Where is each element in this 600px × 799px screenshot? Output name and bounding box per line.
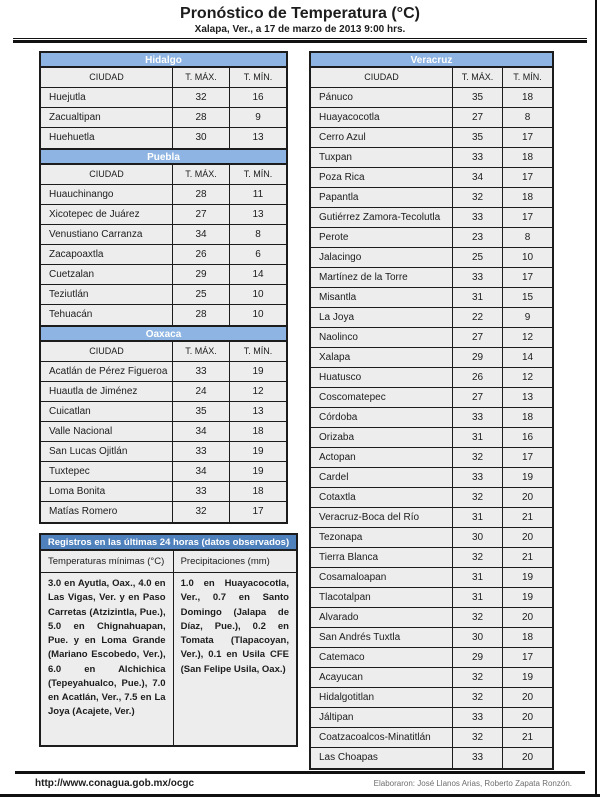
header-rule-thin bbox=[13, 38, 587, 39]
city-cell: Actopan bbox=[319, 452, 356, 463]
state-header-oaxaca: Oaxaca bbox=[41, 327, 286, 342]
tmax-cell: 26 bbox=[172, 245, 229, 264]
city-cell: Hidalgotitlan bbox=[319, 692, 375, 703]
city-cell: Zacualtipan bbox=[49, 112, 101, 123]
city-cell: Papantla bbox=[319, 192, 359, 203]
tmax-cell: 30 bbox=[452, 528, 502, 547]
tmin-cell: 13 bbox=[229, 402, 286, 421]
city-cell: Tuxtepec bbox=[49, 466, 90, 477]
table-row bbox=[311, 128, 552, 148]
table-row bbox=[311, 648, 552, 668]
city-cell: Poza Rica bbox=[319, 172, 365, 183]
city-cell: Jáltipan bbox=[319, 712, 354, 723]
table-row bbox=[311, 88, 552, 108]
city-cell: Pánuco bbox=[319, 92, 353, 103]
table-row bbox=[41, 362, 286, 382]
puebla-rows bbox=[41, 185, 286, 325]
table-row bbox=[311, 748, 552, 768]
state-header-hidalgo: Hidalgo bbox=[41, 53, 286, 68]
tmax-cell: 34 bbox=[172, 422, 229, 441]
tmin-cell: 20 bbox=[502, 608, 552, 627]
city-cell: Tlacotalpan bbox=[319, 592, 371, 603]
tmax-cell: 31 bbox=[452, 568, 502, 587]
table-row bbox=[311, 688, 552, 708]
tmax-cell: 30 bbox=[452, 628, 502, 647]
tmax-cell: 32 bbox=[452, 548, 502, 567]
city-cell: San Lucas Ojitlán bbox=[49, 446, 128, 457]
tmin-cell: 18 bbox=[229, 422, 286, 441]
table-row bbox=[311, 308, 552, 328]
tmin-cell: 8 bbox=[502, 108, 552, 127]
table-row bbox=[311, 108, 552, 128]
tmin-cell: 19 bbox=[229, 462, 286, 481]
tmax-cell: 32 bbox=[452, 668, 502, 687]
tmax-cell: 23 bbox=[452, 228, 502, 247]
state-header-veracruz: Veracruz bbox=[311, 53, 552, 68]
tmax-cell: 32 bbox=[172, 88, 229, 107]
table-row bbox=[41, 502, 286, 522]
table-row bbox=[311, 188, 552, 208]
puebla-table bbox=[39, 148, 288, 327]
table-row bbox=[41, 402, 286, 422]
column-header-row bbox=[41, 342, 286, 362]
left-column bbox=[39, 51, 298, 770]
table-row bbox=[311, 568, 552, 588]
table-row bbox=[41, 422, 286, 442]
table-row bbox=[41, 482, 286, 502]
city-cell: Valle Nacional bbox=[49, 426, 113, 437]
tmax-cell: 31 bbox=[452, 288, 502, 307]
tmax-cell: 34 bbox=[172, 225, 229, 244]
city-cell: Gutiérrez Zamora-Tecolutla bbox=[319, 212, 441, 223]
table-row bbox=[41, 108, 286, 128]
tmax-cell: 29 bbox=[452, 648, 502, 667]
city-cell: Tierra Blanca bbox=[319, 552, 379, 563]
table-row bbox=[311, 148, 552, 168]
tmax-cell: 35 bbox=[172, 402, 229, 421]
table-row bbox=[41, 305, 286, 325]
tmax-cell: 31 bbox=[452, 508, 502, 527]
tmin-cell: 15 bbox=[502, 288, 552, 307]
tmax-cell: 31 bbox=[452, 588, 502, 607]
city-cell: Xicotepec de Juárez bbox=[49, 209, 140, 220]
tmax-cell: 32 bbox=[172, 502, 229, 522]
tmax-cell: 34 bbox=[452, 168, 502, 187]
tmax-cell: 26 bbox=[452, 368, 502, 387]
city-cell: Coscomatepec bbox=[319, 392, 386, 403]
tmin-column-header: T. MÍN. bbox=[229, 342, 286, 361]
city-cell: Martínez de la Torre bbox=[319, 272, 408, 283]
city-cell: Tezonapa bbox=[319, 532, 363, 543]
tmax-cell: 25 bbox=[172, 285, 229, 304]
table-row bbox=[311, 288, 552, 308]
table-row bbox=[41, 205, 286, 225]
tmin-cell: 19 bbox=[502, 588, 552, 607]
tmax-cell: 33 bbox=[172, 482, 229, 501]
table-row bbox=[311, 328, 552, 348]
tmin-cell: 12 bbox=[229, 382, 286, 401]
tmin-cell: 12 bbox=[502, 368, 552, 387]
tmin-cell: 18 bbox=[502, 88, 552, 107]
tmax-cell: 28 bbox=[172, 108, 229, 127]
city-cell: Alvarado bbox=[319, 612, 359, 623]
oaxaca-rows bbox=[41, 362, 286, 522]
column-header-row bbox=[41, 68, 286, 88]
city-cell: Huatusco bbox=[319, 372, 362, 383]
tmin-cell: 18 bbox=[502, 148, 552, 167]
tmin-cell: 8 bbox=[229, 225, 286, 244]
page-border-right bbox=[595, 0, 597, 796]
table-row bbox=[311, 208, 552, 228]
observed-data-title: Registros en las últimas 24 horas (datos observados) bbox=[41, 535, 296, 551]
city-cell: Cuetzalan bbox=[49, 269, 95, 280]
city-cell: Cosamaloapan bbox=[319, 572, 387, 583]
tmax-cell: 27 bbox=[452, 328, 502, 347]
page-title: Pronóstico de Temperatura (°C) bbox=[180, 5, 420, 22]
city-cell: Matías Romero bbox=[49, 506, 118, 517]
tmin-cell: 13 bbox=[502, 388, 552, 407]
table-row bbox=[311, 248, 552, 268]
credits-text: Elaboraron: José Llanos Arias, Roberto Zapata Ronzón. bbox=[373, 779, 572, 788]
tmin-cell: 14 bbox=[229, 265, 286, 284]
city-cell: Misantla bbox=[319, 292, 357, 303]
footer bbox=[0, 778, 600, 789]
table-row bbox=[41, 245, 286, 265]
city-cell: Venustiano Carranza bbox=[49, 229, 143, 240]
tmin-cell: 17 bbox=[229, 502, 286, 522]
table-row bbox=[311, 168, 552, 188]
city-cell: Orizaba bbox=[319, 432, 355, 443]
tmin-cell: 19 bbox=[229, 362, 286, 381]
conagua-url: http://www.conagua.gob.mx/ocgc bbox=[35, 778, 195, 789]
tmin-cell: 20 bbox=[502, 688, 552, 707]
tmax-cell: 32 bbox=[452, 688, 502, 707]
tmin-cell: 19 bbox=[229, 442, 286, 461]
city-cell: Huejutla bbox=[49, 92, 86, 103]
city-cell: La Joya bbox=[319, 312, 355, 323]
city-cell: Huauchinango bbox=[49, 189, 114, 200]
tmax-cell: 32 bbox=[452, 188, 502, 207]
tmax-cell: 27 bbox=[452, 388, 502, 407]
tmax-cell: 32 bbox=[452, 728, 502, 747]
tmin-cell: 8 bbox=[502, 228, 552, 247]
tmin-cell: 10 bbox=[502, 248, 552, 267]
main-content bbox=[0, 43, 600, 770]
tmax-cell: 22 bbox=[452, 308, 502, 327]
city-cell: Huautla de Jiménez bbox=[49, 386, 138, 397]
table-row bbox=[311, 548, 552, 568]
tmax-cell: 33 bbox=[452, 748, 502, 768]
city-cell: Coatzacoalcos-Minatitlán bbox=[319, 732, 431, 743]
city-cell: Teziutlán bbox=[49, 289, 89, 300]
table-row bbox=[311, 528, 552, 548]
table-row bbox=[311, 348, 552, 368]
table-row bbox=[311, 628, 552, 648]
min-temps-text: 3.0 en Ayutla, Oax., 4.0 en Las Vigas, Ver. y en Paso Carretas (Atzizintla, Pue.), 5.0 en Chignahuapan, Pue. y en Loma Grande (Mariano Escobedo, Ver.), 6.0 en Alchichica (Tepeyahualco, Pue.), 7.0 en Acatlán, Ver., 7.5 en La Joya (Acajete, Ver.) bbox=[41, 573, 174, 745]
tmax-cell: 24 bbox=[172, 382, 229, 401]
table-row bbox=[41, 88, 286, 108]
city-cell: Acayucan bbox=[319, 672, 363, 683]
tmin-cell: 17 bbox=[502, 448, 552, 467]
table-row bbox=[311, 268, 552, 288]
tmax-cell: 32 bbox=[452, 448, 502, 467]
table-row bbox=[311, 488, 552, 508]
tmin-cell: 10 bbox=[229, 305, 286, 325]
precipitation-header: Precipitaciones (mm) bbox=[180, 556, 270, 567]
city-cell: Perote bbox=[319, 232, 349, 243]
tmin-cell: 21 bbox=[502, 728, 552, 747]
city-column-header: CIUDAD bbox=[364, 72, 399, 82]
table-row bbox=[311, 408, 552, 428]
tmin-cell: 9 bbox=[229, 108, 286, 127]
column-header-row bbox=[311, 68, 552, 88]
tmin-cell: 11 bbox=[229, 185, 286, 204]
tmax-cell: 33 bbox=[452, 408, 502, 427]
tmax-column-header: T. MÁX. bbox=[172, 165, 229, 184]
tmax-cell: 33 bbox=[452, 268, 502, 287]
tmax-cell: 33 bbox=[452, 708, 502, 727]
table-row bbox=[311, 668, 552, 688]
min-temps-header: Temperaturas mínimas (°C) bbox=[41, 551, 174, 572]
table-row bbox=[41, 265, 286, 285]
tmin-cell: 9 bbox=[502, 308, 552, 327]
tmax-cell: 32 bbox=[452, 488, 502, 507]
tmax-cell: 33 bbox=[172, 442, 229, 461]
veracruz-rows bbox=[311, 88, 552, 768]
tmax-cell: 35 bbox=[452, 88, 502, 107]
table-row bbox=[41, 128, 286, 148]
table-row bbox=[41, 462, 286, 482]
table-row bbox=[311, 428, 552, 448]
tmin-cell: 18 bbox=[229, 482, 286, 501]
footer-rule bbox=[15, 771, 585, 774]
column-header-row bbox=[41, 165, 286, 185]
tmax-column-header: T. MÁX. bbox=[172, 68, 229, 87]
tmin-cell: 17 bbox=[502, 128, 552, 147]
city-cell: Zacapoaxtla bbox=[49, 249, 104, 260]
city-cell: Loma Bonita bbox=[49, 486, 106, 497]
table-row bbox=[41, 382, 286, 402]
table-row bbox=[41, 285, 286, 305]
tmax-cell: 25 bbox=[452, 248, 502, 267]
tmax-cell: 32 bbox=[452, 608, 502, 627]
tmin-cell: 17 bbox=[502, 648, 552, 667]
tmax-cell: 28 bbox=[172, 305, 229, 325]
tmin-column-header: T. MÍN. bbox=[502, 68, 552, 87]
city-cell: Acatlán de Pérez Figueroa bbox=[49, 366, 168, 377]
tmax-cell: 33 bbox=[452, 148, 502, 167]
table-row bbox=[311, 368, 552, 388]
tmax-cell: 31 bbox=[452, 428, 502, 447]
observed-data-box bbox=[39, 533, 298, 747]
tmin-cell: 20 bbox=[502, 528, 552, 547]
tmax-cell: 35 bbox=[452, 128, 502, 147]
city-column-header: CIUDAD bbox=[89, 72, 124, 82]
city-cell: San Andrés Tuxtla bbox=[319, 632, 401, 643]
right-column bbox=[309, 51, 554, 770]
city-cell: Cotaxtla bbox=[319, 492, 356, 503]
table-row bbox=[311, 728, 552, 748]
tmin-cell: 17 bbox=[502, 268, 552, 287]
tmax-column-header: T. MÁX. bbox=[172, 342, 229, 361]
tmin-cell: 20 bbox=[502, 708, 552, 727]
city-cell: Huayacocotla bbox=[319, 112, 380, 123]
tmax-cell: 29 bbox=[172, 265, 229, 284]
oaxaca-table bbox=[39, 325, 288, 524]
tmin-cell: 14 bbox=[502, 348, 552, 367]
table-row bbox=[311, 708, 552, 728]
city-cell: Tuxpan bbox=[319, 152, 352, 163]
tmax-column-header: T. MÁX. bbox=[452, 68, 502, 87]
tmin-cell: 16 bbox=[229, 88, 286, 107]
table-row bbox=[41, 185, 286, 205]
page-subtitle: Xalapa, Ver., a 17 de marzo de 2013 9:00 hrs. bbox=[194, 24, 406, 35]
tmax-cell: 28 bbox=[172, 185, 229, 204]
table-row bbox=[311, 228, 552, 248]
city-cell: Córdoba bbox=[319, 412, 358, 423]
city-column-header: CIUDAD bbox=[89, 169, 124, 179]
tmin-cell: 18 bbox=[502, 628, 552, 647]
tmin-cell: 19 bbox=[502, 668, 552, 687]
tmin-column-header: T. MÍN. bbox=[229, 68, 286, 87]
hidalgo-rows bbox=[41, 88, 286, 148]
city-cell: Jalacingo bbox=[319, 252, 362, 263]
tmin-cell: 19 bbox=[502, 468, 552, 487]
tmax-cell: 30 bbox=[172, 128, 229, 148]
city-cell: Cuicatlan bbox=[49, 406, 91, 417]
tmin-cell: 6 bbox=[229, 245, 286, 264]
tmin-cell: 18 bbox=[502, 188, 552, 207]
tmin-cell: 18 bbox=[502, 408, 552, 427]
tmax-cell: 33 bbox=[452, 208, 502, 227]
tmax-cell: 34 bbox=[172, 462, 229, 481]
city-cell: Tehuacán bbox=[49, 309, 93, 320]
tmin-cell: 21 bbox=[502, 508, 552, 527]
tmin-cell: 13 bbox=[229, 205, 286, 224]
tmax-cell: 29 bbox=[452, 348, 502, 367]
veracruz-table bbox=[309, 51, 554, 770]
table-row bbox=[311, 588, 552, 608]
tmin-cell: 13 bbox=[229, 128, 286, 148]
table-row bbox=[311, 468, 552, 488]
page-border-bottom bbox=[0, 794, 600, 797]
tmax-cell: 27 bbox=[452, 108, 502, 127]
tmax-cell: 27 bbox=[172, 205, 229, 224]
document-header bbox=[0, 0, 600, 36]
tmin-cell: 10 bbox=[229, 285, 286, 304]
tmin-cell: 19 bbox=[502, 568, 552, 587]
city-cell: Cardel bbox=[319, 472, 349, 483]
city-cell: Huehuetla bbox=[49, 132, 95, 143]
observed-subheader-row bbox=[41, 551, 296, 573]
tmin-cell: 12 bbox=[502, 328, 552, 347]
state-header-puebla: Puebla bbox=[41, 150, 286, 165]
city-cell: Cerro Azul bbox=[319, 132, 366, 143]
city-cell: Catemaco bbox=[319, 652, 365, 663]
tmin-cell: 20 bbox=[502, 748, 552, 768]
precipitation-text: 1.0 en Huayacocotla, Ver., 0.7 en Santo Domingo (Jalapa de Díaz, Pue.), 0.2 en Tomata (Tlapacoyan, Ver.), 0.1 en Usila CFE (San Felipe Usila, Oax.) bbox=[180, 578, 289, 675]
city-cell: Naolinco bbox=[319, 332, 358, 343]
city-cell: Xalapa bbox=[319, 352, 351, 363]
tmin-cell: 20 bbox=[502, 488, 552, 507]
tmin-cell: 17 bbox=[502, 208, 552, 227]
table-row bbox=[41, 442, 286, 462]
tmin-cell: 16 bbox=[502, 428, 552, 447]
tmax-cell: 33 bbox=[452, 468, 502, 487]
table-row bbox=[311, 608, 552, 628]
tmin-column-header: T. MÍN. bbox=[229, 165, 286, 184]
table-row bbox=[311, 388, 552, 408]
table-row bbox=[311, 508, 552, 528]
tmin-cell: 21 bbox=[502, 548, 552, 567]
city-cell: Veracruz-Boca del Río bbox=[319, 512, 420, 523]
city-cell: Las Choapas bbox=[319, 752, 378, 763]
table-row bbox=[311, 448, 552, 468]
city-column-header: CIUDAD bbox=[89, 346, 124, 356]
table-row bbox=[41, 225, 286, 245]
observed-body bbox=[41, 573, 296, 745]
hidalgo-table bbox=[39, 51, 288, 150]
tmax-cell: 33 bbox=[172, 362, 229, 381]
tmin-cell: 17 bbox=[502, 168, 552, 187]
